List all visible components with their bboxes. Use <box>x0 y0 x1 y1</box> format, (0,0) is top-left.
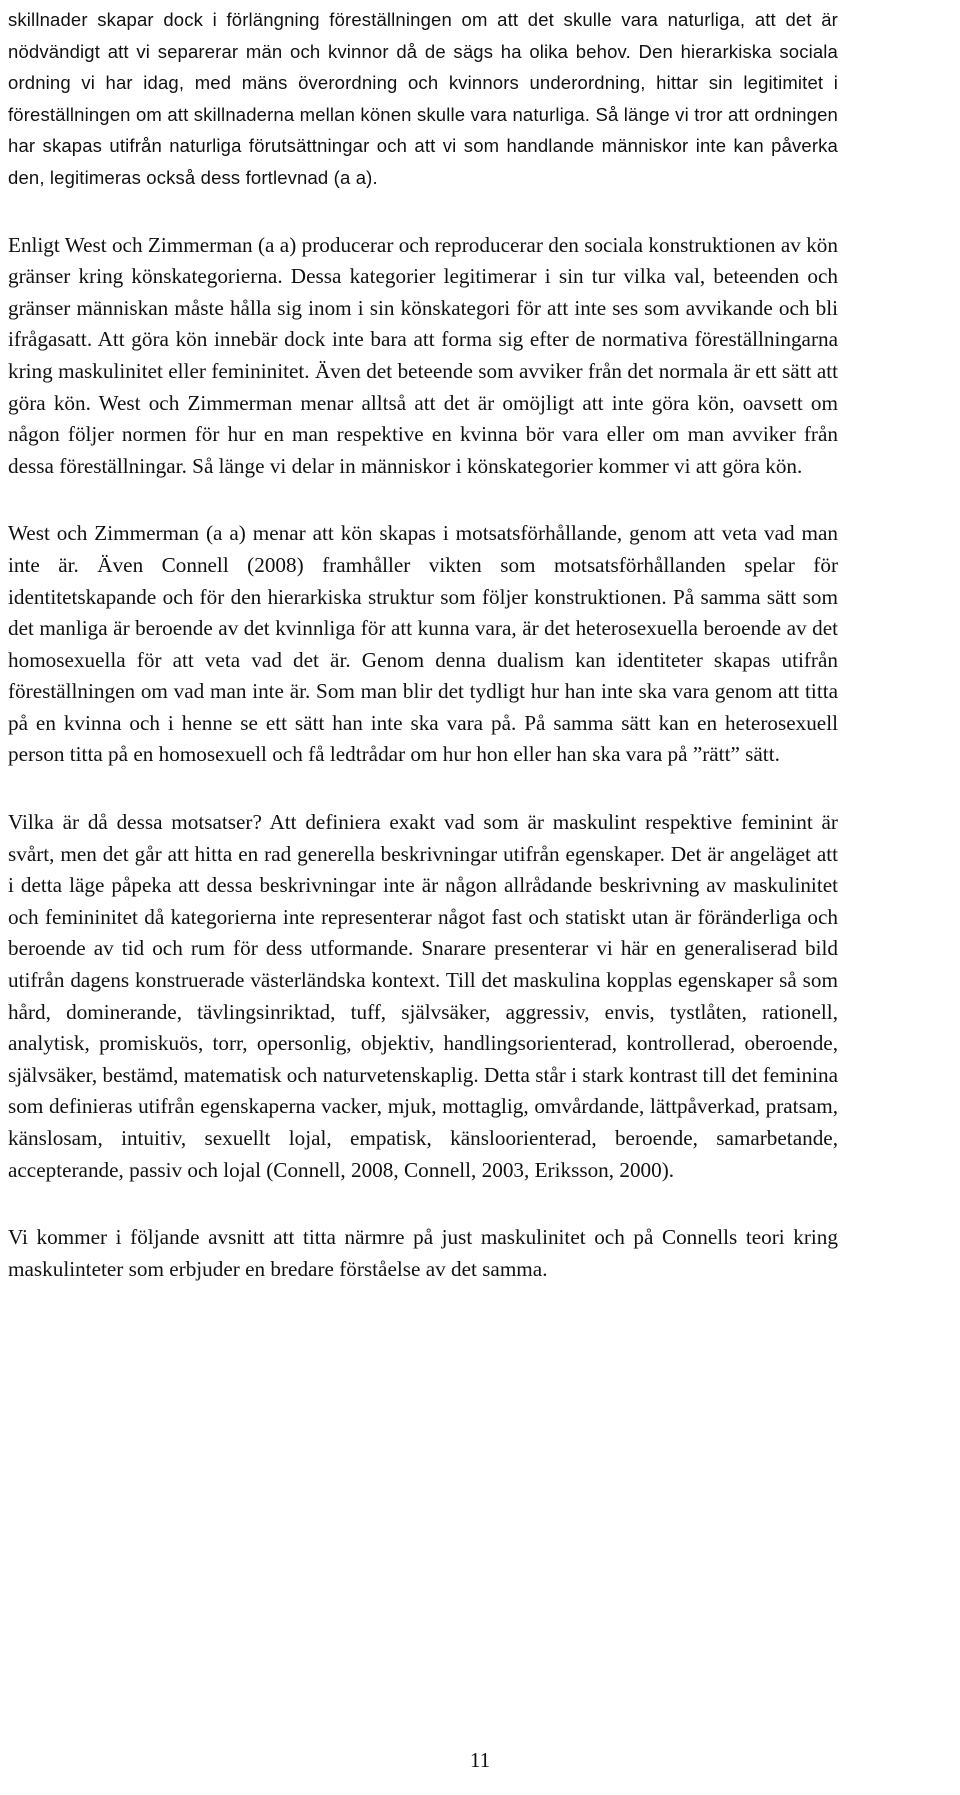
paragraph-3: West och Zimmerman (a a) menar att kön skapas i motsatsförhållande, genom att veta vad man inte är. Även Connell (2008) framhåller vikten som motsatsförhållanden spelar för identitetskapande och för den hierarkiska struktur som följer konstruktionen. På samma sätt som det manliga är beroende av det kvinnliga för att kunna vara, är det heterosexuella beroende av det homosexuella för att veta vad det är. Genom denna dualism kan identiteter skapas utifrån föreställningen om vad man inte är. Som man blir det tydligt hur han inte ska vara genom att titta på en kvinna och i henne se ett sätt han inte ska vara på. På samma sätt kan en heterosexuell person titta på en homosexuell och få ledtrådar om hur hon eller han ska vara på ”rätt” sätt. <box>8 521 838 767</box>
body-text <box>8 0 838 1285</box>
paragraph-1: skillnader skapar dock i förlängning föreställningen om att det skulle vara naturliga, att det är nödvändigt att vi separerar män och kvinnor då de sägs ha olika behov. Den hierarkiska sociala ordning vi har idag, med mäns överordning och kvinnors underordning, hittar sin legitimitet i föreställningen om att skillnaderna mellan könen skulle vara naturliga. Så länge vi tror att ordningen har skapas utifrån naturliga förutsättningar och att vi som handlande människor inte kan påverka den, legitimeras också dess fortlevnad (a a). <box>8 9 838 188</box>
paragraph-4: Vilka är då dessa motsatser? Att definiera exakt vad som är maskulint respektive feminint är svårt, men det går att hitta en rad generella beskrivningar utifrån egenskaper. Det är angeläget att i detta läge påpeka att dessa beskrivningar inte är någon allrådande beskrivning av maskulinitet och femininitet då kategorierna inte representerar något fast och statiskt utan är föränderliga och beroende av tid och rum för dess utformande. Snarare presenterar vi här en generaliserad bild utifrån dagens konstruerade västerländska kontext. Till det maskulina kopplas egenskaper så som hård, dominerande, tävlingsinriktad, tuff, självsäker, aggressiv, envis, tystlåten, rationell, analytisk, promiskuös, torr, opersonlig, objektiv, handlingsorienterad, kontrollerad, oberoende, självsäker, bestämd, matematisk och naturvetenskaplig. Detta står i stark kontrast till det feminina som definieras utifrån egenskaperna vacker, mjuk, mottaglig, omvårdande, lättpåverkad, pratsam, känslosam, intuitiv, sexuellt lojal, empatisk, känsloorienterad, beroende, samarbetande, accepterande, passiv och lojal (Connell, 2008, Connell, 2003, Eriksson, 2000). <box>8 810 838 1182</box>
page-number: 11 <box>469 1748 491 1772</box>
paragraph-2: Enligt West och Zimmerman (a a) producerar och reproducerar den sociala konstruktionen av kön gränser kring könskategorierna. Dessa kategorier legitimerar i sin tur vilka val, beteenden och gränser människan måste hålla sig inom i sin könskategori för att inte ses som avvikande och bli ifrågasatt. Att göra kön innebär dock inte bara att forma sig efter de normativa föreställningarna kring maskulinitet eller femininitet. Även det beteende som avviker från det normala är ett sätt att göra kön. West och Zimmerman menar alltså att det är omöjligt att inte göra kön, oavsett om någon följer normen för hur en man respektive en kvinna bör vara eller om man avviker från dessa föreställningar. Så länge vi delar in människor i könskategorier kommer vi att göra kön. <box>8 232 838 478</box>
paragraph-5: Vi kommer i följande avsnitt att titta närmre på just maskulinitet och på Connells teori kring maskulinteter som erbjuder en bredare förståelse av det samma. <box>8 1225 838 1281</box>
